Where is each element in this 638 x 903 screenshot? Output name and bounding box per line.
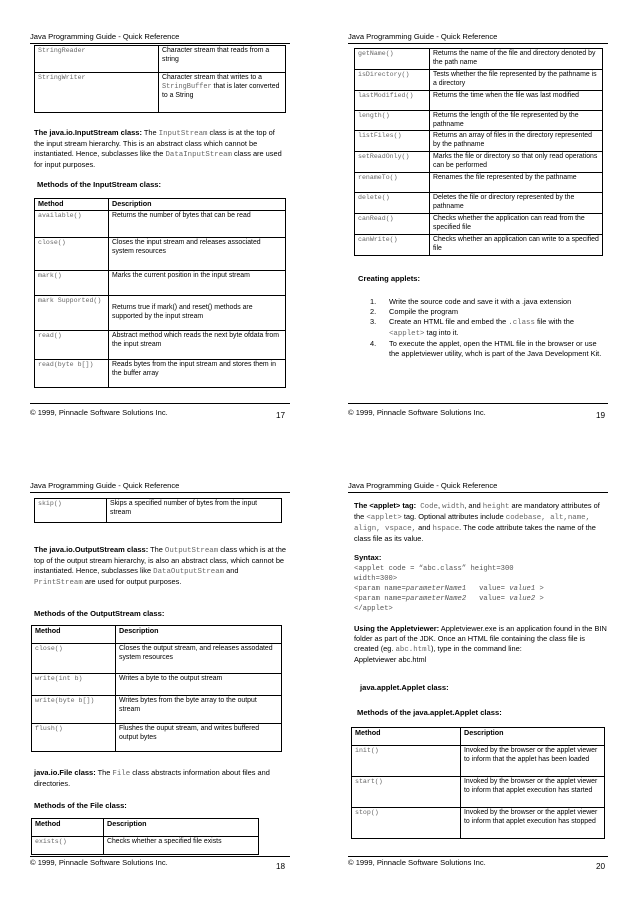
header-rule [348,43,608,44]
page-header-title: Java Programming Guide - Quick Reference [348,32,498,41]
method-name-cell: read(byte b[]) [35,359,109,387]
description-cell: Invoked by the browser or the applet viewer to inform that applet execution has stopped [461,808,605,839]
description-cell: Marks the file or directory so that only read operations can be performed [430,152,603,173]
table-row [352,777,605,808]
method-name-cell: write(byte b[]) [32,696,116,724]
description-cell: Tests whether the file represented by the pathname is a directory [430,69,603,90]
description-cell: Returns true if mark() and reset() methods are supported by the input stream [109,295,286,330]
description-cell: Writes a byte to the output stream [116,674,282,696]
method-name-cell: getName() [355,49,430,70]
table-row [32,837,259,855]
table-header-row [32,819,259,837]
inputstream-methods-table [34,198,286,388]
method-name-cell: init() [352,746,461,777]
page-number: 17 [276,411,286,420]
page-number: 19 [596,411,606,420]
list-item: 1. Write the source code and save it with a .java extension [370,297,572,306]
footer-rule [30,856,290,857]
description-cell: Returns the length of the file represented by the pathname [430,110,603,131]
syntax-label: Syntax: [354,553,382,562]
table-row [355,90,603,110]
method-name-cell: write(int b) [32,674,116,696]
table-row [35,270,286,295]
table-header-row [35,199,286,211]
table-row [32,724,282,752]
column-header-method: Method [32,819,104,837]
table-row [355,69,603,90]
table-row [35,237,286,270]
table-row [352,808,605,839]
table-row [355,110,603,131]
description-cell: Reads bytes from the input stream and stores them in the buffer array [109,359,286,387]
footer-rule [30,403,290,404]
table-row [32,696,282,724]
header-rule [30,492,290,493]
method-name-cell: mark() [35,270,109,295]
table-row [32,674,282,696]
description-cell: Invoked by the browser or the applet viewer to inform that applet execution has started [461,777,605,808]
column-header-method: Method [32,626,116,644]
method-name-cell: canWrite() [355,234,430,255]
table-row [355,234,603,255]
method-name-cell: close() [35,237,109,270]
reader-writer-table [34,45,286,113]
applet-tag-description: The <applet> tag: Code, width, and height are mandatory attributes of the <applet> tag. Optional attributes include codebase, alt,name, align, vspace, and hspace. The code attribute takes the name of the class file as its value. [354,501,600,543]
table-row [35,46,286,73]
table-row [35,295,286,330]
applet-methods-table [351,727,605,839]
page-number: 18 [276,862,286,871]
method-name-cell: exists() [32,837,104,855]
section-heading: java.applet.Applet class: [360,683,449,692]
description-cell: Deletes the file or directory represented by the pathname [430,193,603,214]
table-row [35,210,286,237]
page-header-title: Java Programming Guide - Quick Reference [30,32,180,41]
description-cell: Closes the output stream, and releases assodated system resources [116,644,282,674]
description-cell: Character stream that reads from a string [159,46,286,73]
description-cell: Invoked by the browser or the applet viewer to inform that the applet has been loaded [461,746,605,777]
method-name-cell: start() [352,777,461,808]
column-header-description: Description [109,199,286,211]
method-name-cell: delete() [355,193,430,214]
table-row [355,49,603,70]
page-header-title: Java Programming Guide - Quick Reference [348,481,498,490]
header-rule [348,492,608,493]
description-cell: Checks whether the application can read from the specified file [430,214,603,235]
description-cell: Checks whether a specified file exists [104,837,259,855]
description-cell: Character stream that writes to a StringBuffer that is later converted to a String [159,73,286,113]
method-name-cell: stop() [352,808,461,839]
table-row [352,746,605,777]
appletviewer-description: Using the Appletviewer: Appletviewer.exe is an application found in the BIN folder as part of the JDK. Once an HTML file containing the class file is created (eg. abc.html), type in the command line: Appletviewer abc.html [354,624,607,664]
section-heading: Methods of the OutputStream class: [34,609,165,618]
list-item: 3. Create an HTML file and embed the .class file with the <applet> tag into it. [370,317,574,338]
method-name-cell: available() [35,210,109,237]
description-cell: Writes bytes from the byte array to the output stream [116,696,282,724]
method-name-cell: canRead() [355,214,430,235]
section-heading: Methods of the java.applet.Applet class: [357,708,502,717]
page-number: 20 [596,862,606,871]
column-header-description: Description [461,728,605,746]
page-header-title: Java Programming Guide - Quick Reference [30,481,180,490]
description-cell: Returns the number of bytes that can be read [109,210,286,237]
list-item: 2. Compile the program [370,307,459,316]
table-row [35,359,286,387]
table-row [35,499,282,523]
list-item: 4. To execute the applet, open the HTML file in the browser or use the appletviewer utility, whch is part of the Java Development Kit. [370,339,602,358]
section-heading: Methods of the File class: [34,801,127,810]
applet-steps-list [370,297,604,359]
section-heading: Methods of the InputStream class: [37,180,162,189]
method-name-cell: length() [355,110,430,131]
table-row [355,152,603,173]
description-cell: Returns the time when the file was last modified [430,90,603,110]
copyright: © 1999, Pinnacle Software Solutions Inc. [30,408,168,417]
table-row [35,330,286,359]
table-row [32,644,282,674]
description-cell: Checks whether an application can write to a specified file [430,234,603,255]
column-header-method: Method [35,199,109,211]
method-name-cell: read() [35,330,109,359]
description-cell: Abstract method which reads the next byte ofdata from the input stream [109,330,286,359]
footer-rule [348,856,608,857]
file-methods-table-start [31,818,259,855]
description-cell: Flushes the ouput stream, and writes buffered output bytes [116,724,282,752]
column-header-method: Method [352,728,461,746]
table-row [35,73,286,113]
table-row [355,173,603,193]
section-heading: Creating applets: [358,274,421,283]
description-cell: Skips a specified number of bytes from the input stream [107,499,282,523]
copyright: © 1999, Pinnacle Software Solutions Inc. [30,858,168,867]
copyright: © 1999, Pinnacle Software Solutions Inc. [348,408,486,417]
method-name-cell: lastModified() [355,90,430,110]
description-cell: Renames the file represented by the pathname [430,173,603,193]
description-cell: Returns an array of files in the directory represented by the pathname [430,131,603,152]
class-name-cell: StringReader [35,46,159,73]
column-header-description: Description [116,626,282,644]
method-name-cell: close() [32,644,116,674]
table-header-row [32,626,282,644]
file-class-intro: java.io.File class: The File class abstracts information about files and directories. [34,768,270,788]
method-name-cell: skip() [35,499,107,523]
table-row [355,214,603,235]
column-header-description: Description [104,819,259,837]
method-name-cell: renameTo() [355,173,430,193]
method-name-cell: setReadOnly() [355,152,430,173]
description-cell: Closes the input stream and releases associated system resources [109,237,286,270]
description-cell: Returns the name of the file and directory denoted by the path name [430,49,603,70]
method-name-cell: isDirectory() [355,69,430,90]
class-name-cell: StringWriter [35,73,159,113]
description-cell: Marks the current position in the input stream [109,270,286,295]
table-row [355,193,603,214]
method-name-cell: mark Supported() [35,295,109,330]
syntax-code-block: <applet code = “abc.class” height=300 width=300> <param name=parameterName1 value= value1 > <param name=parameterName2 value= value2 > </applet> [354,565,544,613]
copyright: © 1999, Pinnacle Software Solutions Inc. [348,858,486,867]
table-header-row [352,728,605,746]
outputstream-intro: The java.io.OutputStream class: The OutputStream class which is at the top of the output stream hierarchy, is also an abstract class, which cannot be instantiated. Hence, subclasses like DataOutputStream and PrintStream are used for output purposes. [34,545,286,587]
skip-table [34,498,282,523]
inputstream-intro: The java.io.InputStream class: The InputStream class is at the top of the input stream hierarchy. This is an abstract class which cannot be instantiated. Hence, subclasses like the DataInputStream class are used for input purposes. [34,128,282,169]
table-row [355,131,603,152]
file-methods-table [354,48,603,256]
method-name-cell: listFiles() [355,131,430,152]
header-rule [30,43,290,44]
method-name-cell: flush() [32,724,116,752]
outputstream-methods-table [31,625,282,752]
footer-rule [348,403,608,404]
